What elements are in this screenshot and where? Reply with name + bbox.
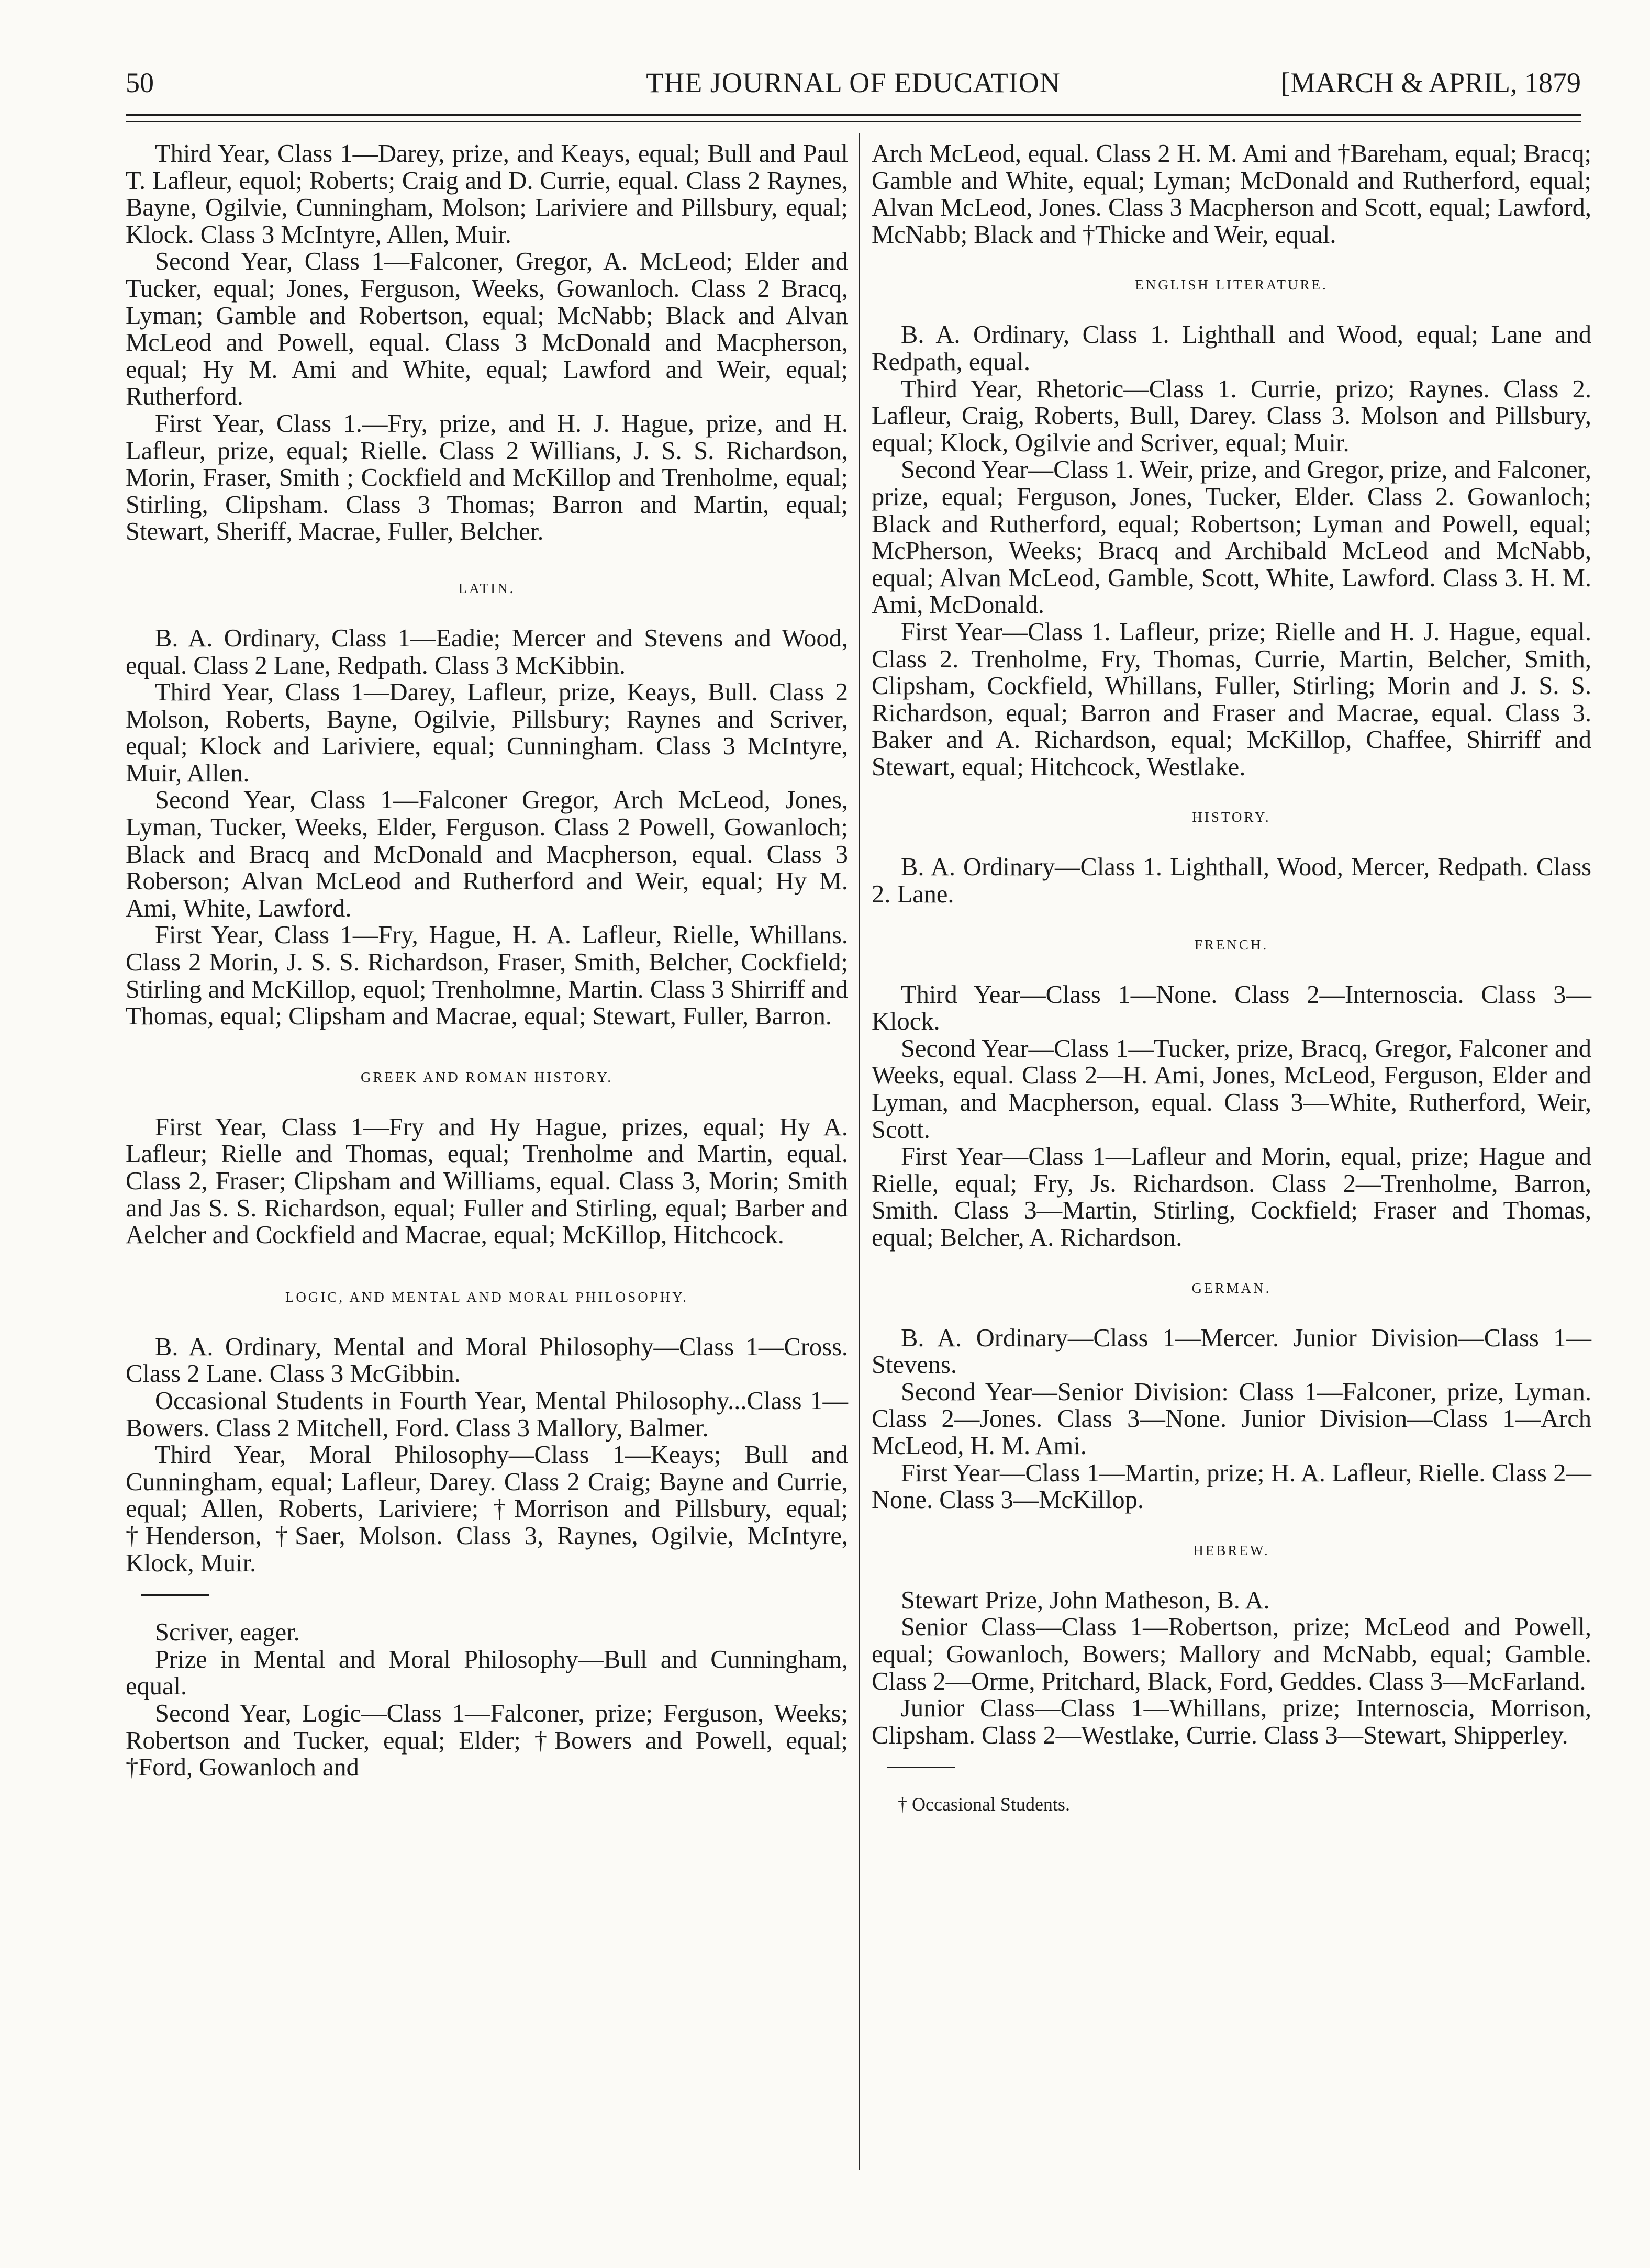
- paragraph: First Year, Class 1—Fry and Hy Hague, prizes, equal; Hy A. Lafleur; Rielle and Thomas, equal; Trenholme and Martin, equal. Class 2, Fraser; Clipsham and Williams, equal. Class 3, Morin; Smith and Jas S. S. Richardson, equal; Fuller and Stirling, equal; Barber and Aelcher and Cockfield and Macrae, equal; McKillop, Hitchcock.: [126, 1113, 848, 1249]
- paragraph: First Year, Class 1.—Fry, prize, and H. J. Hague, prize, and H. Lafleur, prize, equal; Rielle. Class 2 Willians, J. S. S. Richardson, Morin, Fraser, Smith ; Cockfield and McKillop and Trenholme, equal; Stirling, Clipsham. Class 3 Thomas; Barron and Martin, equal; Stewart, Sheriff, Macrae, Fuller, Belcher.: [126, 409, 848, 546]
- paragraph: First Year—Class 1—Lafleur and Morin, equal, prize; Hague and Rielle, equal; Fry, Js. Richardson. Class 2—Trenholme, Barron, Smith. Class 3—Martin, Stirling, Cockfield; Fraser and Thomas, equal; Belcher, A. Richardson.: [872, 1143, 1591, 1252]
- paragraph: Second Year, Logic—Class 1—Falconer, prize; Ferguson, Weeks; Robertson and Tucker, equal; Elder; †Bowers and Powell, equal; †Ford, Gowanloch and: [126, 1699, 848, 1782]
- right-column: [872, 140, 1591, 1818]
- paragraph: B. A. Ordinary—Class 1—Mercer. Junior Division—Class 1—Stevens.: [872, 1324, 1591, 1379]
- paragraph: Junior Class—Class 1—Whillans, prize; Internoscia, Morrison, Clipsham. Class 2—Westlake, Currie. Class 3—Stewart, Shipperley.: [872, 1694, 1591, 1749]
- section-heading-english-literature: ENGLISH LITERATURE.: [1135, 277, 1328, 293]
- left-column: [126, 140, 848, 1781]
- issue-date: [MARCH & APRIL, 1879: [1280, 67, 1581, 98]
- paragraph: Second Year, Class 1—Falconer Gregor, Arch McLeod, Jones, Lyman, Tucker, Weeks, Elder, Ferguson. Class 2 Powell, Gowanloch; Black and Bracq and McDonald and Macpherson, equal. Class 3 Roberson; Alvan McLeod and Rutherford and Weir, equal; Hy M. Ami, White, Lawford.: [126, 786, 848, 922]
- section-heading-greek-roman-history: GREEK AND ROMAN HISTORY.: [360, 1069, 614, 1085]
- paragraph: Third Year, Rhetoric—Class 1. Currie, prizo; Raynes. Class 2. Lafleur, Craig, Roberts, Bull, Darey. Class 3. Molson and Pillsbury, equal; Klock, Ogilvie and Scriver, equal; Muir.: [872, 375, 1591, 457]
- paragraph: B. A. Ordinary—Class 1. Lighthall, Wood, Mercer, Redpath. Class 2. Lane.: [872, 853, 1591, 909]
- paragraph: Arch McLeod, equal. Class 2 H. M. Ami and †Bareham, equal; Bracq; Gamble and White, equal; Lyman; McDonald and Rutherford, equal; Alvan McLeod, Jones. Class 3 Macpherson and Scott, equal; Lawford, McNabb; Black and †Thicke and Weir, equal.: [872, 140, 1591, 249]
- paragraph: Prize in Mental and Moral Philosophy—Bull and Cunningham, equal.: [126, 1645, 848, 1701]
- section-heading-hebrew: HEBREW.: [1193, 1542, 1270, 1558]
- journal-title: THE JOURNAL OF EDUCATION: [646, 67, 1061, 98]
- header-rule-top: [126, 114, 1581, 116]
- section-heading-german: GERMAN.: [1191, 1280, 1272, 1296]
- paragraph: First Year—Class 1—Martin, prize; H. A. Lafleur, Rielle. Class 2—None. Class 3—McKillop.: [872, 1459, 1591, 1514]
- paragraph: Second Year—Senior Division: Class 1—Falconer, prize, Lyman. Class 2—Jones. Class 3—None. Junior Division—Class 1—Arch McLeod, H. M. Ami.: [872, 1378, 1591, 1460]
- section-heading-logic-philosophy: LOGIC, AND MENTAL AND MORAL PHILOSOPHY.: [285, 1289, 689, 1305]
- section-heading-history: HISTORY.: [1192, 809, 1271, 825]
- header-rule-bottom: [126, 121, 1581, 122]
- paragraph: Occasional Students in Fourth Year, Mental Philosophy...Class 1—Bowers. Class 2 Mitchell, Ford. Class 3 Mallory, Balmer.: [126, 1387, 848, 1442]
- section-heading-french: FRENCH.: [1194, 936, 1269, 953]
- paragraph: Third Year, Class 1—Darey, Lafleur, prize, Keays, Bull. Class 2 Molson, Roberts, Bayne, Ogilvie, Pillsbury; Raynes and Scriver, equal; Klock and Lariviere, equal; Cunningham. Class 3 McIntyre, Muir, Allen.: [126, 678, 848, 787]
- paragraph: First Year, Class 1—Fry, Hague, H. A. Lafleur, Rielle, Whillans. Class 2 Morin, J. S. S. Richardson, Fraser, Smith, Belcher, Cockfield; Stirling and McKillop, equol; Trenholmne, Martin. Class 3 Shirriff and Thomas, equal; Clipsham and Macrae, equal; Stewart, Fuller, Barron.: [126, 921, 848, 1031]
- paragraph: Second Year—Class 1—Tucker, prize, Bracq, Gregor, Falconer and Weeks, equal. Class 2—H. Ami, Jones, McLeod, Ferguson, Elder and Lyman, and Macpherson, equal. Class 3—White, Rutherford, Weir, Scott.: [872, 1034, 1591, 1144]
- column-divider: [859, 133, 860, 2170]
- paragraph: Third Year—Class 1—None. Class 2—Internoscia. Class 3—Klock.: [872, 980, 1591, 1036]
- paragraph: Senior Class—Class 1—Robertson, prize; McLeod and Powell, equal; Gowanloch, Bowers; Mallory and McNabb, equal; Gamble. Class 2—Orme, Pritchard, Black, Ford, Geddes. Class 3—McFarland.: [872, 1613, 1591, 1695]
- paragraph: Third Year, Class 1—Darey, prize, and Keays, equal; Bull and Paul T. Lafleur, equol; Roberts; Craig and D. Currie, equal. Class 2 Raynes, Bayne, Ogilvie, Cunningham, Molson; Lariviere and Pillsbury, equal; Klock. Class 3 McIntyre, Allen, Muir.: [126, 140, 848, 249]
- footnote-rule: [887, 1767, 955, 1768]
- paragraph: B. A. Ordinary, Class 1—Eadie; Mercer and Stevens and Wood, equal. Class 2 Lane, Redpath. Class 3 McKibbin.: [126, 624, 848, 679]
- page-header: [126, 62, 1581, 104]
- paragraph: First Year—Class 1. Lafleur, prize; Rielle and H. J. Hague, equal. Class 2. Trenholme, Fry, Thomas, Currie, Martin, Belcher, Smith, Clipsham, Cockfield, Whillans, Fuller, Stirling; Morin and J. S. S. Richardson, equal; Barron and Fraser and Macrae, equal. Class 3. Baker and A. Richardson, equal; McKillop, Chaffee, Shirriff and Stewart, equal; Hitchcock, Westlake.: [872, 618, 1591, 781]
- footnote: † Occasional Students.: [898, 1794, 1070, 1815]
- separator-rule: [141, 1594, 209, 1596]
- section-heading-latin: LATIN.: [458, 580, 516, 596]
- paragraph: B. A. Ordinary, Class 1. Lighthall and Wood, equal; Lane and Redpath, equal.: [872, 321, 1591, 376]
- paragraph: Scriver, eager.: [155, 1618, 300, 1647]
- paragraph: Second Year, Class 1—Falconer, Gregor, A. McLeod; Elder and Tucker, equal; Jones, Ferguson, Weeks, Gowanloch. Class 2 Bracq, Lyman; Gamble and Robertson, equal; McNabb; Black and Alvan McLeod and Powell, equal. Class 3 McDonald and Macpherson, equal; Hy M. Ami and White, equal; Lawford and Weir, equal; Rutherford.: [126, 248, 848, 411]
- paragraph: Second Year—Class 1. Weir, prize, and Gregor, prize, and Falconer, prize, equal; Ferguson, Jones, Tucker, Elder. Class 2. Gowanloch; Black and Rutherford, equal; Robertson; Lyman and Powell, equal; McPherson, Weeks; Bracq and Archibald McLeod and McNabb, equal; Alvan McLeod, Gamble, Scott, White, Lawford. Class 3. H. M. Ami, McDonald.: [872, 456, 1591, 619]
- paragraph: Stewart Prize, John Matheson, B. A.: [901, 1586, 1270, 1614]
- paragraph: Third Year, Moral Philosophy—Class 1—Keays; Bull and Cunningham, equal; Lafleur, Darey. Class 2 Craig; Bayne and Currie, equal; Allen, Roberts, Lariviere; †Morrison and Pillsbury, equal; †Henderson, †Saer, Molson. Class 3, Raynes, Ogilvie, McIntyre, Klock, Muir.: [126, 1441, 848, 1577]
- page-number: 50: [126, 67, 154, 98]
- paragraph: B. A. Ordinary, Mental and Moral Philosophy—Class 1—Cross. Class 2 Lane. Class 3 McGibbin.: [126, 1333, 848, 1388]
